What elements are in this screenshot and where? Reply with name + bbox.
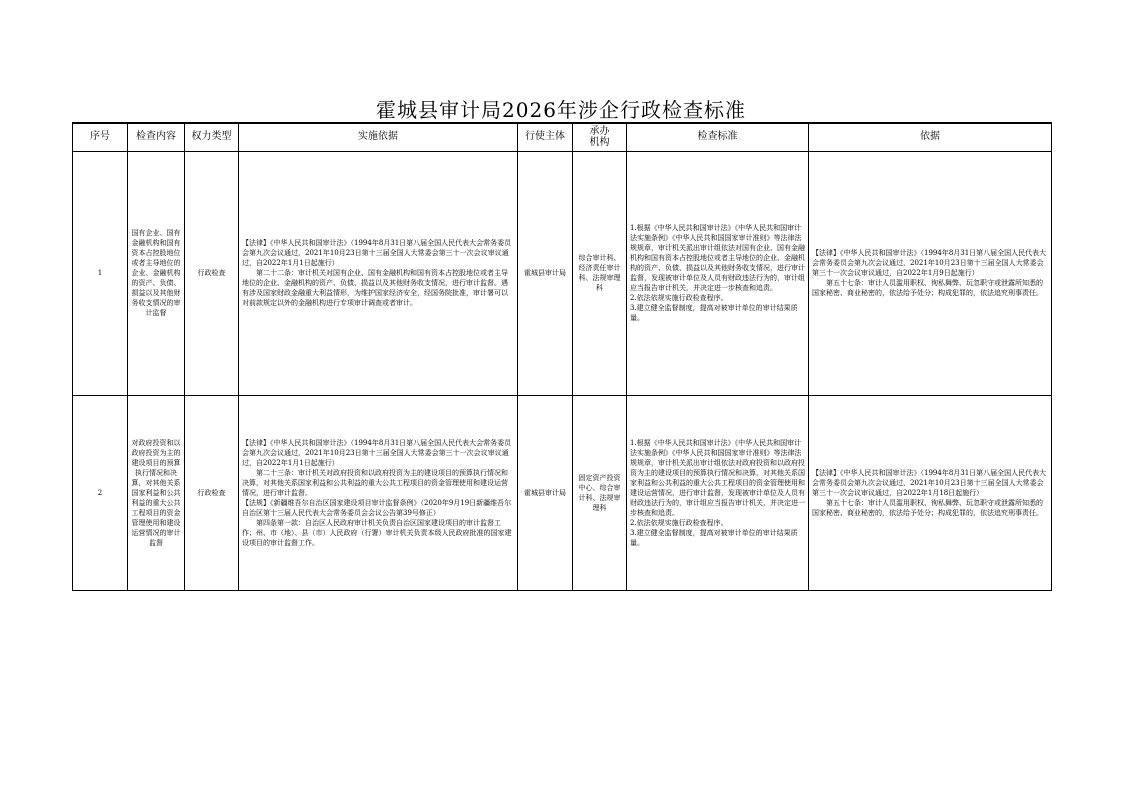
row-seq: 1 bbox=[73, 151, 128, 395]
row-law bbox=[809, 151, 1052, 395]
table-row bbox=[73, 151, 1052, 395]
header-undertake-line2: 机构 bbox=[589, 137, 610, 149]
header-content: 检查内容 bbox=[128, 123, 185, 151]
law-paragraph: 【法律】《中华人民共和国审计法》（1994年8月31日第八届全国人民代表大会常务委员会第九次会议通过，2021年10月23日第十三届全国人大常委会第三十一次会议审议通过，自2022年1月9日起施行） bbox=[812, 249, 1047, 277]
header-subject: 行使主体 bbox=[518, 123, 573, 151]
header-undertake-line1: 承办 bbox=[589, 126, 610, 138]
law-paragraph: 第五十七条：审计人员滥用职权、徇私舞弊、玩忽职守或泄露所知悉的国家秘密、商业秘密的，依法给予处分；构成犯罪的，依法追究刑事责任。 bbox=[812, 498, 1043, 517]
standard-paragraph: 2.依法依规实施行政检查程序。 bbox=[630, 294, 728, 302]
row-content: 国有企业、国有金融机构和国有资本占控股地位或者主导地位的企业、金融机构的资产、负债、损益以及其他财务收支情况的审计监督 bbox=[128, 151, 185, 395]
basis-paragraph: 【法规】《新疆维吾尔自治区国家建设项目审计监督条例》（2020年9月19日新疆维吾尔自治区第十三届人民代表大会常务委员会会议公告第39号修正） bbox=[242, 498, 512, 517]
basis-paragraph: 【法律】《中华人民共和国审计法》（1994年8月31日第八届全国人民代表大会常务委员会第九次会议通过，2021年10月23日第十三届全国人大常委会第三十一次会议审议通过，自2022年1月1日起施行） bbox=[242, 438, 512, 467]
header-law: 依据 bbox=[809, 123, 1052, 151]
row-power: 行政检查 bbox=[185, 395, 239, 590]
basis-paragraph: 第二十三条：审计机关对政府投资和以政府投资为主的建设项目的预算执行情况和决算，对其他关系国家利益和公共利益的重大公共工程项目的资金管理使用和建设运营情况，进行审计监督。 bbox=[242, 468, 508, 497]
row-content: 对政府投资和以政府投资为主的建设项目的预算执行情况和决算，对其他关系国家利益和公共利益的重大公共工程项目的资金管理使用和建设运营情况的审计监督 bbox=[128, 395, 185, 590]
basis-paragraph: 第四条第一款：自治区人民政府审计机关负责自治区国家建设项目的审计监督工作；州、市（地）、县（市）人民政府（行署）审计机关负责本级人民政府批准的国家建设项目的审计监督工作。 bbox=[242, 518, 512, 547]
standard-paragraph: 2.依法依规实施行政检查程序。 bbox=[630, 518, 728, 527]
standard-paragraph: 1.根据《中华人民共和国审计法》《中华人民共和国审计法实施条例》《中华人民共和国国家审计准则》等法律法规规章，审计机关派出审计组依法对国有企业、国有金融机构和国有资本占控股地位或者主导地位的企业、金融机构的资产、负债、损益以及其他财务收支情况，进行审计监督，发现被审计单位及人员有财政违法行为的，审计组应当报告审计机关，并决定进一步核查和追责。 bbox=[630, 224, 805, 292]
row-law bbox=[809, 395, 1052, 590]
row-subject: 霍城县审计局 bbox=[518, 395, 573, 590]
inspection-standards-table bbox=[72, 122, 1052, 591]
row-power: 行政检查 bbox=[185, 151, 239, 395]
document-title: 霍城县审计局2026年涉企行政检查标准 bbox=[376, 98, 746, 122]
row-basis bbox=[239, 151, 518, 395]
row-undertake: 固定资产投资中心、综合审计科、法规审理科 bbox=[573, 395, 627, 590]
basis-paragraph: 第二十二条：审计机关对国有企业、国有金融机构和国有资本占控股地位或者主导地位的企业、金融机构的资产、负债、损益以及其他财务收支情况，进行审计监督。遇有涉及国家财政金融重大利益情形，为维护国家经济安全，经国务院批准，审计署可以对前款规定以外的金融机构进行专项审计调查或者审计。 bbox=[242, 269, 508, 307]
standard-paragraph: 1.根据《中华人民共和国审计法》《中华人民共和国审计法实施条例》《中华人民共和国国家审计准则》等法律法规规章，审计机关派出审计组依法对政府投资和以政府投资为主的建设项目的预算执行情况和决算，对其他关系国家利益和公共利益的重大公共工程项目的资金管理使用和建设运营情况，进行审计监督，发现被审计单位及人员有财政违法行为的，审计组应当报告审计机关，并决定进一步核查和追责。 bbox=[630, 438, 805, 517]
row-standard bbox=[627, 151, 809, 395]
table-row bbox=[73, 395, 1052, 590]
row-undertake: 综合审计科、经济责任审计科、法规审理科 bbox=[573, 151, 627, 395]
header-seq: 序号 bbox=[73, 123, 128, 151]
header-basis: 实施依据 bbox=[239, 123, 518, 151]
law-paragraph: 【法律】《中华人民共和国审计法》（1994年8月31日第八届全国人民代表大会常务委员会第九次会议通过，2021年10月23日第十三届全国人大常委会第三十一次会议审议通过，自2022年1月18日起施行） bbox=[812, 468, 1047, 497]
header-power: 权力类型 bbox=[185, 123, 239, 151]
header-standard: 检查标准 bbox=[627, 123, 809, 151]
standard-paragraph: 3.建立健全监督制度，提高对被审计单位的审计结果质量。 bbox=[630, 528, 798, 547]
table-header-row bbox=[73, 123, 1052, 151]
basis-paragraph: 【法律】《中华人民共和国审计法》（1994年8月31日第八届全国人民代表大会常务委员会第九次会议通过，2021年10月23日第十三届全国人大常委会第三十一次会议审议通过，自2022年1月1日起施行） bbox=[242, 239, 512, 267]
row-standard bbox=[627, 395, 809, 590]
row-seq: 2 bbox=[73, 395, 128, 590]
row-subject: 霍城县审计局 bbox=[518, 151, 573, 395]
row-basis bbox=[239, 395, 518, 590]
header-undertake bbox=[573, 123, 627, 151]
standard-paragraph: 3.建立健全监督制度，提高对被审计单位的审计结果质量。 bbox=[630, 304, 798, 322]
law-paragraph: 第五十七条：审计人员滥用职权、徇私舞弊、玩忽职守或泄露所知悉的国家秘密、商业秘密的，依法给予处分；构成犯罪的，依法追究刑事责任。 bbox=[812, 279, 1043, 297]
